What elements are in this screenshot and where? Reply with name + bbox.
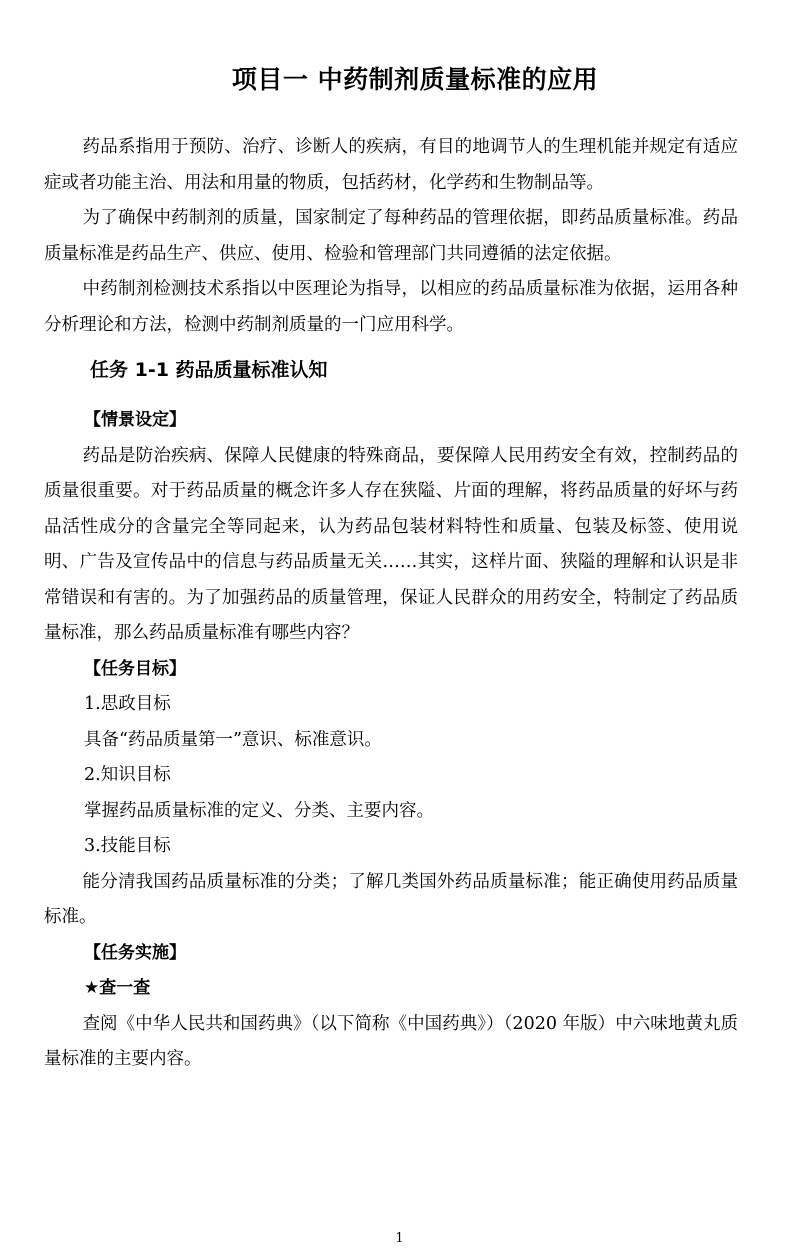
goal-label-skill: 3.技能目标 bbox=[84, 836, 171, 856]
task-heading: 任务 1-1 药品质量标准认知 bbox=[90, 359, 328, 381]
scenario-heading: 【情景设定】 bbox=[84, 410, 186, 430]
intro-paragraph: 中药制剂检测技术系指以中医理论为指导，以相应的药品质量标准为依据，运用各种分析理论和方法，检测中药制剂质量的一门应用科学。 bbox=[44, 279, 738, 335]
intro-paragraph: 药品系指用于预防、治疗、诊断人的疾病，有目的地调节人的生理机能并规定有适应症或者功能主治、用法和用量的物质，包括药材，化学药和生物制品等。 bbox=[44, 137, 738, 193]
page-title: 项目一 中药制剂质量标准的应用 bbox=[231, 65, 599, 94]
goal-text-skill: 能分清我国药品质量标准的分类；了解几类国外药品质量标准；能正确使用药品质量标准。 bbox=[44, 871, 738, 927]
goal-text-ideological: 具备“药品质量第一”意识、标准意识。 bbox=[84, 729, 382, 750]
goal-label-ideological: 1.思政目标 bbox=[84, 694, 171, 714]
document-body bbox=[44, 130, 738, 1078]
intro-paragraph: 为了确保中药制剂的质量，国家制定了每种药品的管理依据，即药品质量标准。药品质量标准是药品生产、供应、使用、检验和管理部门共同遵循的法定依据。 bbox=[44, 208, 738, 264]
implementation-heading: 【任务实施】 bbox=[84, 942, 186, 963]
page-number: 1 bbox=[395, 1231, 404, 1246]
scenario-paragraph: 药品是防治疾病、保障人民健康的特殊商品，要保障人民用药安全有效，控制药品的质量很重要。对于药品质量的概念许多人存在狭隘、片面的理解，将药品质量的好坏与药品活性成分的含量完全等同起来，认为药品包装材料特性和质量、包装及标签、使用说明、广告及宣传品中的信息与药品质量无关……其实，这样片面、狭隘的理解和认识是非常错误和有害的。为了加强药品的质量管理，保证人民群众的用药安全，特制定了药品质量标准，那么药品质量标准有哪些内容？ bbox=[44, 445, 738, 643]
goal-label-knowledge: 2.知识目标 bbox=[84, 765, 171, 785]
goal-text-knowledge: 掌握药品质量标准的定义、分类、主要内容。 bbox=[84, 800, 434, 821]
goals-heading: 【任务目标】 bbox=[84, 658, 186, 679]
implementation-paragraph: 查阅《中华人民共和国药典》（以下简称《中国药典》）（2020 年版）中六味地黄丸质量标准的主要内容。 bbox=[44, 1013, 738, 1069]
check-subheading: ★查一查 bbox=[84, 978, 151, 998]
